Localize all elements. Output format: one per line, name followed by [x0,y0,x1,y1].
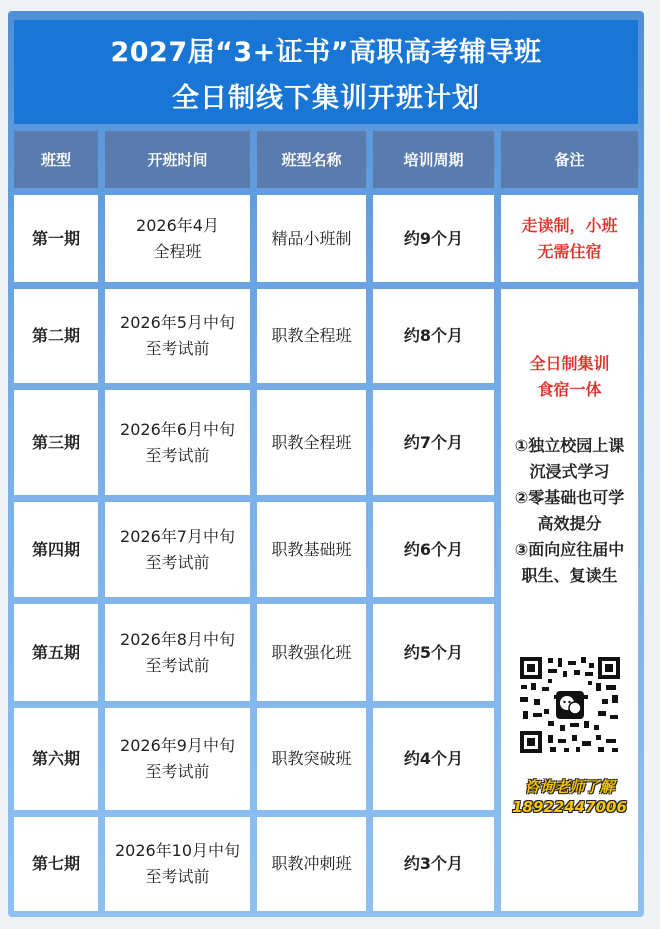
row-5-class-name: 职教强化班 [257,604,366,701]
note-red-line-1: 全日制集训 [529,354,610,373]
note-item-5: ③面向应往届中 [514,540,625,559]
row-5-period: 第五期 [14,604,98,701]
title-line-2: 全日制线下集训开班计划 [172,83,480,114]
header-notes: 备注 [501,131,638,188]
note-item-2: 沉浸式学习 [529,462,610,481]
row-4-class-name: 职教基础班 [257,502,366,597]
row-4-start [105,502,250,597]
row-7-period: 第七期 [14,817,98,911]
row-5-duration: 约5个月 [373,604,494,701]
row-3-start-line-1: 2026年6月中旬 [120,419,235,439]
row-3-start-line-2: 至考试前 [145,445,210,465]
row-2-start [105,289,250,383]
row-4-start-line-2: 至考试前 [145,552,210,572]
contact-phone: 18922447006 [512,798,627,816]
note-item-1: ①独立校园上课 [514,436,625,455]
row-6-start-line-2: 至考试前 [145,762,210,781]
row-7-start-line-1: 2026年10月中旬 [114,841,241,860]
row-4-period: 第四期 [14,502,98,597]
row-6-start-line-1: 2026年9月中旬 [120,736,235,755]
note-item-6: 职生、复读生 [521,566,618,585]
row-4-duration: 约6个月 [373,502,494,597]
poster-title [14,20,638,124]
row-1-start-line-1: 2026年4月 [136,215,219,235]
row-2-start-line-1: 2026年5月中旬 [120,313,235,332]
merged-note-cell [501,289,638,911]
row-5-start [105,604,250,701]
row-5-start-line-2: 至考试前 [145,655,210,675]
note-item-3: ②零基础也可学 [514,488,625,507]
note-first-line-2: 无需住宿 [537,241,602,261]
note-item-4: 高效提分 [537,514,602,533]
row-1-start [105,195,250,282]
header-duration: 培训周期 [373,131,494,188]
row-1-class-name: 精品小班制 [257,195,366,282]
row-3-period: 第三期 [14,390,98,495]
row-6-class-name: 职教突破班 [257,708,366,810]
row-7-start-line-2: 至考试前 [145,867,210,886]
row-3-duration: 约7个月 [373,390,494,495]
row-7-class-name: 职教冲刺班 [257,817,366,911]
header-start-time: 开班时间 [105,131,250,188]
row-2-start-line-2: 至考试前 [145,339,210,358]
header-class-type: 班型 [14,131,98,188]
row-6-start [105,708,250,810]
row-6-period: 第六期 [14,708,98,810]
row-3-start [105,390,250,495]
row-1-duration: 约9个月 [373,195,494,282]
row-1-note [501,195,638,282]
row-1-start-line-2: 全程班 [153,241,202,261]
row-2-class-name: 职教全程班 [257,289,366,383]
row-3-class-name: 职教全程班 [257,390,366,495]
row-7-duration: 约3个月 [373,817,494,911]
row-6-duration: 约4个月 [373,708,494,810]
note-red-line-2: 食宿一体 [537,380,602,399]
row-1-period: 第一期 [14,195,98,282]
contact-line-1: 咨询老师了解 [524,778,615,796]
row-4-start-line-1: 2026年7月中旬 [120,526,235,546]
note-first-line-1: 走读制，小班 [521,215,618,235]
row-7-start [105,817,250,911]
contact-info [512,777,627,817]
wechat-qr-code[interactable] [518,655,622,755]
note-red-block [529,351,609,403]
header-class-name: 班型名称 [257,131,366,188]
row-2-duration: 约8个月 [373,289,494,383]
title-line-1: 2027届“3+证书”高职高考辅导班 [110,37,542,68]
row-2-period: 第二期 [14,289,98,383]
row-5-start-line-1: 2026年8月中旬 [120,629,235,649]
note-features [515,433,625,589]
